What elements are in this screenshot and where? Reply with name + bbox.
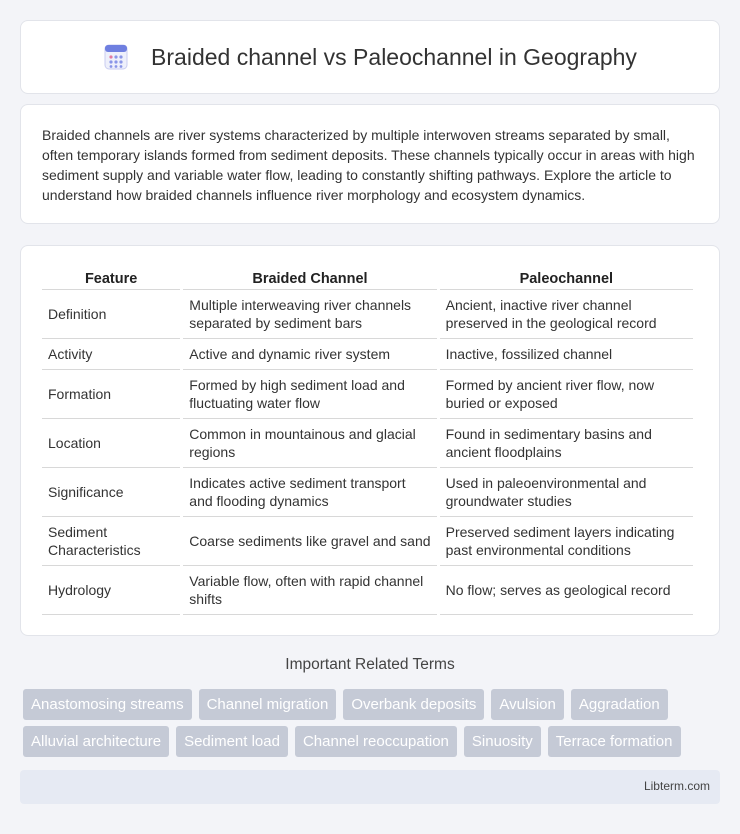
header-feature: Feature bbox=[42, 266, 180, 290]
related-term-tag[interactable]: Channel reoccupation bbox=[295, 726, 457, 757]
page-title: Braided channel vs Paleochannel in Geography bbox=[151, 43, 637, 70]
braided-cell: Formed by high sediment load and fluctuating water flow bbox=[183, 370, 436, 419]
feature-cell: Hydrology bbox=[42, 566, 180, 615]
related-term-tag[interactable]: Terrace formation bbox=[548, 726, 681, 757]
paleo-cell: Found in sedimentary basins and ancient floodplains bbox=[440, 419, 693, 468]
feature-cell: Formation bbox=[42, 370, 180, 419]
related-terms-title: Important Related Terms bbox=[285, 656, 455, 673]
related-term-tag[interactable]: Overbank deposits bbox=[343, 689, 484, 720]
paleo-cell: Ancient, inactive river channel preserved in the geological record bbox=[440, 290, 693, 339]
table-row bbox=[42, 566, 693, 615]
feature-cell: Significance bbox=[42, 468, 180, 517]
calculator-icon bbox=[103, 44, 129, 70]
feature-cell: Definition bbox=[42, 290, 180, 339]
table-row bbox=[42, 290, 693, 339]
table-row bbox=[42, 517, 693, 566]
title-card bbox=[20, 20, 720, 94]
related-term-tag[interactable]: Sediment load bbox=[176, 726, 288, 757]
comparison-table-card bbox=[20, 245, 720, 636]
related-term-tag[interactable]: Anastomosing streams bbox=[23, 689, 192, 720]
braided-cell: Indicates active sediment transport and flooding dynamics bbox=[183, 468, 436, 517]
braided-cell: Coarse sediments like gravel and sand bbox=[183, 517, 436, 566]
related-term-tag[interactable]: Alluvial architecture bbox=[23, 726, 169, 757]
paleo-cell: Inactive, fossilized channel bbox=[440, 339, 693, 370]
table-row bbox=[42, 419, 693, 468]
related-term-tag[interactable]: Sinuosity bbox=[464, 726, 541, 757]
paleo-cell: Preserved sediment layers indicating past environmental conditions bbox=[440, 517, 693, 566]
feature-cell: Activity bbox=[42, 339, 180, 370]
footer bbox=[20, 770, 720, 804]
header-paleochannel: Paleochannel bbox=[440, 266, 693, 290]
related-term-tag[interactable]: Aggradation bbox=[571, 689, 668, 720]
feature-cell: Location bbox=[42, 419, 180, 468]
feature-cell: Sediment Characteristics bbox=[42, 517, 180, 566]
related-terms-list bbox=[23, 689, 723, 757]
related-term-tag[interactable]: Channel migration bbox=[199, 689, 337, 720]
table-row bbox=[42, 370, 693, 419]
paleo-cell: Formed by ancient river flow, now buried or exposed bbox=[440, 370, 693, 419]
intro-text: Braided channels are river systems characterized by multiple interwoven streams separated by small, often temporary islands formed from sediment deposits. These channels typically occur in areas with high sediment supply and variable water flow, leading to constantly shifting pathways. Explore the article to understand how braided channels influence river morphology and ecosystem dynamics. bbox=[42, 127, 695, 203]
table-row bbox=[42, 339, 693, 370]
intro-card bbox=[20, 104, 720, 224]
related-term-tag[interactable]: Avulsion bbox=[491, 689, 563, 720]
comparison-table bbox=[39, 266, 696, 615]
braided-cell: Multiple interweaving river channels separated by sediment bars bbox=[183, 290, 436, 339]
header-braided-channel: Braided Channel bbox=[183, 266, 436, 290]
footer-site-link[interactable]: Libterm.com bbox=[643, 779, 710, 793]
braided-cell: Common in mountainous and glacial regions bbox=[183, 419, 436, 468]
paleo-cell: Used in paleoenvironmental and groundwater studies bbox=[440, 468, 693, 517]
braided-cell: Active and dynamic river system bbox=[183, 339, 436, 370]
table-row bbox=[42, 468, 693, 517]
table-header-row bbox=[42, 266, 693, 290]
paleo-cell: No flow; serves as geological record bbox=[440, 566, 693, 615]
braided-cell: Variable flow, often with rapid channel shifts bbox=[183, 566, 436, 615]
